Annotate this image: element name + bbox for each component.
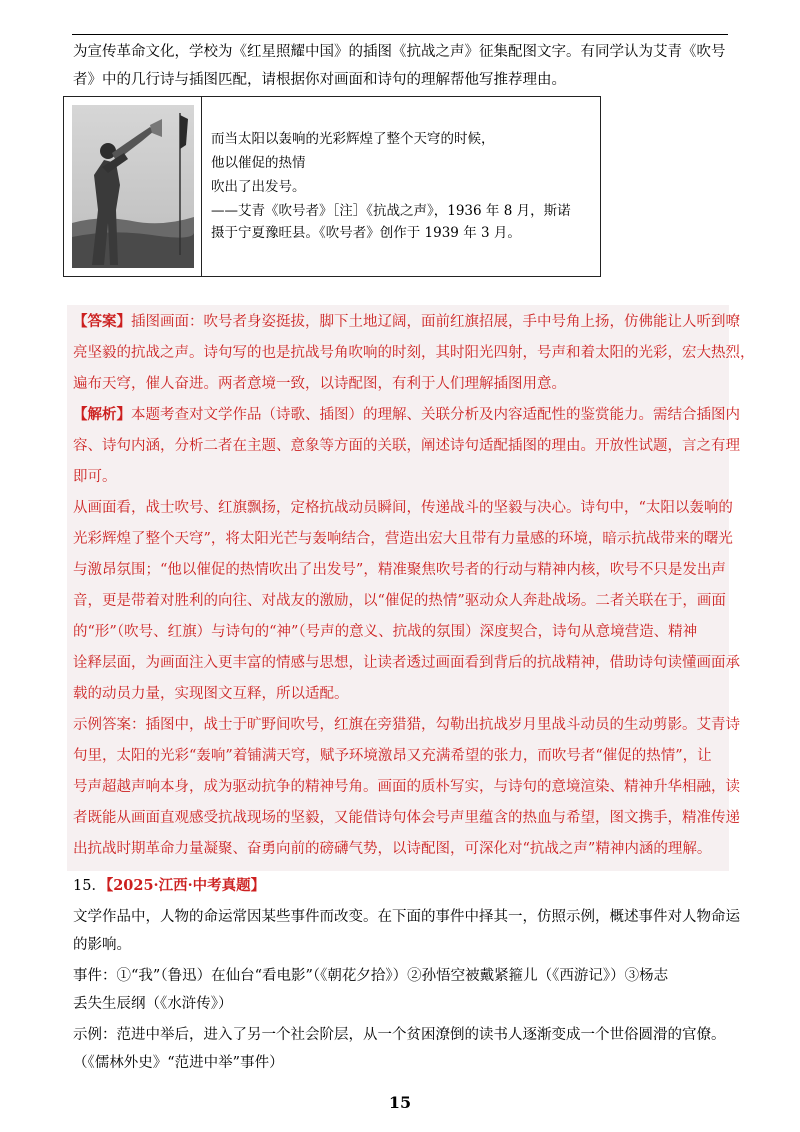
page-number: 15 <box>388 1093 412 1112</box>
analysis-line: 即可。 <box>73 469 117 485</box>
analysis-tag: 【解析】 <box>73 406 131 423</box>
analysis-line: 载的动员力量，实现图文互释，所以适配。 <box>73 686 349 702</box>
poem-line: 而当太阳以轰响的光彩辉煌了整个天穹的时候， <box>211 131 495 147</box>
answer-tag: 【答案】 <box>73 313 131 330</box>
example-answer-line: 号声超越声响本身，成为驱动抗争的精神号角。画面的质朴写实，与诗句的意境渲染、精神升华相融，读 <box>73 779 740 795</box>
example-answer-line: 出抗战时期革命力量凝聚、奋勇向前的磅礴气势，以诗配图，可深化对“抗战之声”精神内涵的理解。 <box>73 841 712 857</box>
poem-line: 吹出了出发号。 <box>211 179 306 195</box>
intro-line-2: 者》中的几行诗与插图匹配，请根据你对画面和诗句的理解帮他写推荐理由。 <box>73 72 566 88</box>
intro-line-1: 为宣传革命文化，学校为《红星照耀中国》的插图《抗战之声》征集配图文字。有同学认为艾青《吹号 <box>73 44 726 60</box>
question-line: 示例：范进中举后，进入了另一个社会阶层，从一个贫困潦倒的读书人逐渐变成一个世俗圆滑的官僚。 <box>73 1027 726 1043</box>
analysis-line: 容、诗句内涵，分析二者在主题、意象等方面的关联，阐述诗句适配插图的理由。开放性试题，言之有理 <box>73 438 740 454</box>
question-header <box>73 872 728 900</box>
question-line: 事件：①“我”（鲁迅）在仙台“看电影”（《朝花夕拾》）②孙悟空被戴紧箍儿（《西游记》）③杨志 <box>73 968 669 984</box>
analysis-line: 与激昂氛围；“他以催促的热情吹出了出发号”，精准聚焦吹号者的行动与精神内核，吹号不只是发出声 <box>73 562 726 578</box>
question-number: 15． <box>73 878 106 894</box>
bugler-photo <box>72 105 194 268</box>
analysis-line: 诠释层面，为画面注入更丰富的情感与思想，让读者透过画面看到背后的抗战精神，借助诗句读懂画面承 <box>73 655 740 671</box>
question-line: 的影响。 <box>73 937 131 953</box>
analysis-line: 光彩辉煌了整个天穹”，将太阳光芒与轰响结合，营造出宏大且带有力量感的环境，暗示抗战带来的曙光 <box>73 531 733 547</box>
question-line: 丢失生辰纲（《水浒传》） <box>73 996 233 1012</box>
example-answer-line: 示例答案：插图中，战士于旷野间吹号，红旗在旁猎猎，勾勒出抗战岁月里战斗动员的生动剪影。艾青诗 <box>73 717 740 733</box>
poem-note-line-2: 摄于宁夏豫旺县。《吹号者》创作于 1939 年 3 月。 <box>211 225 521 241</box>
question-15 <box>73 872 740 1077</box>
poem-note-line-1: ——艾青《吹号者》［注］《抗战之声》，1936 年 8 月，斯诺 <box>211 203 571 219</box>
analysis-line: 【解析】本题考查对文学作品（诗歌、插图）的理解、关联分析及内容适配性的鉴赏能力。需结合插图内 <box>73 406 740 423</box>
question-source: 【2025·江西·中考真题】 <box>105 877 266 894</box>
answer-line: 【答案】插图画面：吹号者身姿挺拔，脚下土地辽阔，面前红旗招展，手中号角上扬，仿佛能让人听到嘹 <box>73 313 740 330</box>
answer-line: 亮坚毅的抗战之声。诗句写的也是抗战号角吹响的时刻，其时阳光四射，号声和着太阳的光彩，宏大热烈， <box>73 345 755 361</box>
intro-paragraph <box>73 38 728 94</box>
poem-table <box>63 96 601 277</box>
question-line: （《儒林外史》“范进中举”事件） <box>73 1055 284 1071</box>
example-answer-line: 句里，太阳的光彩“轰响”着铺满天穹，赋予环境激昂又充满希望的张力，而吹号者“催促的热情”，让 <box>73 748 712 764</box>
answer-analysis-block <box>67 305 755 871</box>
photo-cell <box>64 97 202 276</box>
analysis-line: 音，更是带着对胜利的向往、对战友的激励，以“催促的热情”驱动众人奔赴战场。二者关联在于，画面 <box>73 593 726 609</box>
example-answer-line: 者既能从画面直观感受抗战现场的坚毅，又能借诗句体会号声里蕴含的热血与希望，图文携手，精准传递 <box>73 810 740 826</box>
analysis-line: 的“形”（吹号、红旗）与诗句的“神”（号声的意义、抗战的氛围）深度契合，诗句从意境营造、精神 <box>73 624 698 640</box>
top-rule <box>72 34 728 35</box>
question-line: 文学作品中，人物的命运常因某些事件而改变。在下面的事件中择其一，仿照示例，概述事件对人物命运 <box>73 909 740 925</box>
answer-line: 遍布天穹，催人奋进。两者意境一致，以诗配图，有利于人们理解插图用意。 <box>73 376 566 392</box>
analysis-line: 从画面看，战士吹号、红旗飘扬，定格抗战动员瞬间，传递战斗的坚毅与决心。诗句中，“太阳以轰响的 <box>73 500 733 516</box>
poem-line: 他以催促的热情 <box>211 155 306 171</box>
poem-cell <box>202 97 600 276</box>
